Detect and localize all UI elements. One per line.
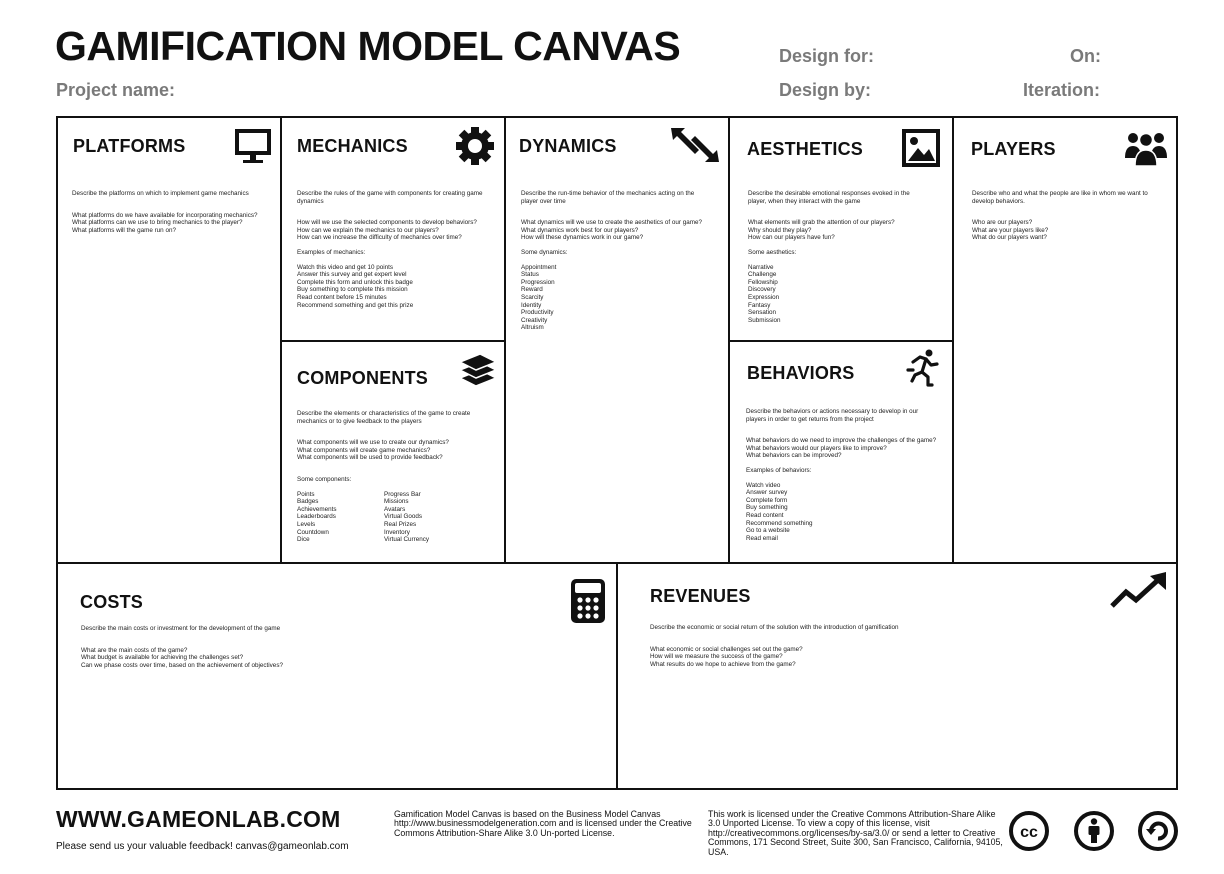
costs-text	[81, 625, 283, 669]
dynamics-example: Appointment	[521, 263, 557, 271]
behaviors-example: Complete form	[746, 496, 788, 504]
design-for-label: Design for:	[779, 46, 875, 66]
behaviors-section[interactable]	[730, 342, 952, 562]
costs-question: What budget is available for achieving the challenges set?	[81, 654, 244, 662]
dynamics-text	[521, 190, 702, 332]
dynamics-example: Identity	[521, 301, 542, 309]
components-example: Countdown	[297, 528, 329, 536]
revenues-description: Describe the economic or social return of the solution with the introduction of gamification	[650, 624, 899, 631]
aesthetics-examples-label: Some aesthetics:	[748, 248, 797, 256]
dynamics-example: Productivity	[521, 309, 554, 317]
mechanics-title: MECHANICS	[297, 136, 408, 156]
behaviors-example: Read content	[746, 511, 784, 519]
cc-icon-text: cc	[1020, 824, 1038, 841]
behaviors-question: What behaviors can be improved?	[746, 452, 842, 460]
dynamics-section[interactable]	[506, 118, 728, 562]
platforms-question: What platforms do we have available for incorporating mechanics?	[72, 211, 258, 219]
components-example: Avatars	[384, 505, 406, 513]
behaviors-text	[746, 408, 936, 542]
mechanics-example: Recommend something and get this prize	[297, 301, 414, 309]
components-question: What components will create game mechanics?	[297, 446, 431, 454]
behaviors-description: players in order to get returns from the project	[746, 415, 874, 423]
aesthetics-question: What elements will grab the attention of our players?	[748, 219, 895, 227]
dynamics-question: What dynamics work best for our players?	[521, 226, 639, 234]
components-examples-label: Some components:	[297, 475, 352, 483]
gear-icon	[455, 126, 495, 171]
behaviors-example: Recommend something	[746, 519, 813, 527]
mechanics-example: Complete this form and unlock this badge	[297, 278, 413, 286]
components-section[interactable]	[282, 342, 504, 562]
platforms-description: Describe the platforms on which to implement game mechanics	[72, 190, 249, 197]
attribution-icon	[1073, 810, 1115, 852]
dynamics-description: player over time	[521, 197, 566, 205]
platforms-section[interactable]	[58, 118, 280, 562]
mechanics-example: Read content before 15 minutes	[297, 293, 387, 301]
canvas-grid	[56, 116, 1178, 790]
dynamics-example: Status	[521, 271, 539, 279]
stacked-layers-icon	[458, 348, 498, 397]
aesthetics-text	[748, 190, 910, 324]
monitor-icon	[233, 126, 273, 171]
mechanics-example: Buy something to complete this mission	[297, 286, 408, 294]
components-example: Virtual Goods	[384, 513, 423, 521]
aesthetics-example: Expression	[748, 293, 780, 301]
aesthetics-example: Sensation	[748, 309, 777, 317]
iteration-label: Iteration:	[1023, 80, 1101, 100]
dynamics-title: DYNAMICS	[519, 136, 617, 156]
behaviors-example: Buy something	[746, 504, 788, 512]
dynamics-question: How will these dynamics work in our game?	[521, 234, 644, 242]
aesthetics-example: Submission	[748, 316, 781, 324]
costs-section[interactable]	[58, 564, 616, 788]
costs-question: What are the main costs of the game?	[81, 646, 188, 654]
people-icon	[1124, 128, 1168, 173]
players-title: PLAYERS	[971, 139, 1056, 159]
mechanics-description: Describe the rules of the game with components for creating game	[297, 190, 483, 197]
components-example: Points	[297, 490, 315, 498]
design-by-label: Design by:	[779, 80, 872, 100]
picture-icon	[901, 128, 941, 173]
behaviors-example: Read email	[746, 534, 778, 542]
components-text	[297, 410, 471, 544]
players-description: Describe who and what the people are like in whom we want to	[972, 190, 1148, 197]
revenues-section[interactable]	[618, 564, 1176, 788]
components-examples	[297, 491, 471, 544]
revenues-question: What economic or social challenges set out the game?	[650, 645, 803, 653]
share-alike-icon	[1137, 810, 1179, 852]
license-note: This work is licensed under the Creative Commons Attribution-Share Alike 3.0 Unported License. To view a copy of this license, visit http://creativecommons.org/licenses/by-sa/3.0/ or send a letter to Creative Commons, 171 Second Street, Suite 300, San Francisco, California, 94105, USA.	[708, 809, 1003, 857]
dynamics-example: Reward	[521, 286, 543, 294]
platforms-question: What platforms will the game run on?	[72, 226, 176, 234]
behaviors-example: Answer survey	[746, 489, 788, 497]
players-description: develop behaviors.	[972, 197, 1025, 205]
diagonal-arrows-icon	[669, 124, 721, 171]
platforms-text	[72, 190, 258, 234]
mechanics-description: dynamics	[297, 197, 324, 205]
components-example: Levels	[297, 520, 316, 528]
aesthetics-example: Fantasy	[748, 301, 771, 309]
aesthetics-example: Challenge	[748, 271, 777, 279]
behaviors-question: What behaviors do we need to improve the challenges of the game?	[746, 437, 937, 445]
revenues-question: What results do we hope to achieve from the game?	[650, 660, 796, 668]
costs-description: Describe the main costs or investment for the development of the game	[81, 625, 281, 632]
aesthetics-description: player, when they interact with the game	[748, 197, 861, 205]
feedback-text: Please send us your valuable feedback! canvas@gameonlab.com	[56, 841, 349, 852]
behaviors-description: Describe the behaviors or actions necessary to develop in our	[746, 408, 919, 415]
components-example: Leaderboards	[297, 513, 336, 521]
players-question: Who are our players?	[972, 219, 1033, 227]
aesthetics-example: Narrative	[748, 263, 774, 271]
components-examples-col	[384, 491, 471, 544]
model-attribution-note: Gamification Model Canvas is based on the Business Model Canvas http://www.businessmodelgeneration.com and is licensed under the Creative Commons Attribution-Share Alike 3.0 Un-ported License.	[394, 809, 692, 838]
aesthetics-description: Describe the desirable emotional responses evoked in the	[748, 190, 910, 197]
dynamics-example: Progression	[521, 278, 555, 286]
on-label: On:	[1070, 46, 1101, 66]
components-example: Badges	[297, 498, 319, 506]
behaviors-examples-label: Examples of behaviors:	[746, 466, 812, 474]
trend-up-arrow-icon	[1110, 572, 1170, 617]
players-question: What are your players like?	[972, 226, 1049, 234]
aesthetics-title: AESTHETICS	[747, 139, 864, 159]
running-person-icon	[904, 348, 944, 393]
components-examples-col	[297, 491, 384, 544]
website-link[interactable]: WWW.GAMEONLAB.COM	[56, 806, 341, 832]
platforms-question: What platforms can we use to bring mechanics to the player?	[72, 219, 243, 227]
mechanics-text	[297, 190, 483, 309]
costs-title: COSTS	[80, 592, 144, 612]
revenues-text	[650, 624, 899, 668]
cc-icon	[1008, 810, 1050, 852]
mechanics-question: How can we explain the mechanics to our players?	[297, 226, 439, 234]
players-text	[972, 190, 1148, 242]
aesthetics-example: Discovery	[748, 286, 776, 294]
components-description: mechanics or to give feedback to the players	[297, 417, 422, 425]
players-section[interactable]	[954, 118, 1176, 562]
components-example: Progress Bar	[384, 490, 421, 498]
mechanics-examples-label: Examples of mechanics:	[297, 248, 366, 256]
components-example: Dice	[297, 536, 310, 544]
aesthetics-question: How can our players have fun?	[748, 234, 835, 242]
aesthetics-question: Why should they play?	[748, 226, 812, 234]
components-question: What components will we use to create our dynamics?	[297, 439, 449, 447]
mechanics-section[interactable]	[282, 118, 504, 340]
behaviors-question: What behaviors would our players like to improve?	[746, 444, 887, 452]
behaviors-example: Watch video	[746, 481, 781, 489]
components-example: Missions	[384, 498, 409, 506]
dynamics-example: Altruism	[521, 324, 544, 332]
costs-question: Can we phase costs over time, based on the achievement of objectives?	[81, 661, 283, 669]
aesthetics-example: Fellowship	[748, 278, 778, 286]
mechanics-example: Watch this video and get 10 points	[297, 263, 394, 271]
calculator-icon	[570, 578, 606, 629]
components-question: What components will be used to provide feedback?	[297, 454, 443, 462]
page-title: GAMIFICATION MODEL CANVAS	[55, 23, 681, 69]
platforms-title: PLATFORMS	[73, 136, 186, 156]
behaviors-example: Go to a website	[746, 527, 790, 535]
revenues-title: REVENUES	[650, 586, 751, 606]
dynamics-example: Creativity	[521, 316, 548, 324]
mechanics-example: Answer this survey and get expert level	[297, 271, 407, 279]
dynamics-examples-label: Some dynamics:	[521, 248, 568, 256]
components-title: COMPONENTS	[297, 368, 429, 388]
components-example: Virtual Currency	[384, 536, 430, 544]
dynamics-example: Scarcity	[521, 293, 544, 301]
behaviors-title: BEHAVIORS	[747, 363, 855, 383]
mechanics-question: How can we increase the difficulty of mechanics over time?	[297, 234, 462, 242]
mechanics-question: How will we use the selected components to develop behaviors?	[297, 219, 477, 227]
aesthetics-section[interactable]	[730, 118, 952, 340]
players-question: What do our players want?	[972, 234, 1047, 242]
components-description: Describe the elements or characteristics of the game to create	[297, 410, 471, 417]
dynamics-description: Describe the run-time behavior of the mechanics acting on the	[521, 190, 695, 197]
dynamics-question: What dynamics will we use to create the aesthetics of our game?	[521, 219, 702, 227]
revenues-question: How will we measure the success of the game?	[650, 653, 783, 661]
components-example: Inventory	[384, 528, 410, 536]
components-example: Real Prizes	[384, 520, 417, 528]
components-example: Achievements	[297, 505, 337, 513]
project-name-label: Project name:	[56, 80, 176, 100]
